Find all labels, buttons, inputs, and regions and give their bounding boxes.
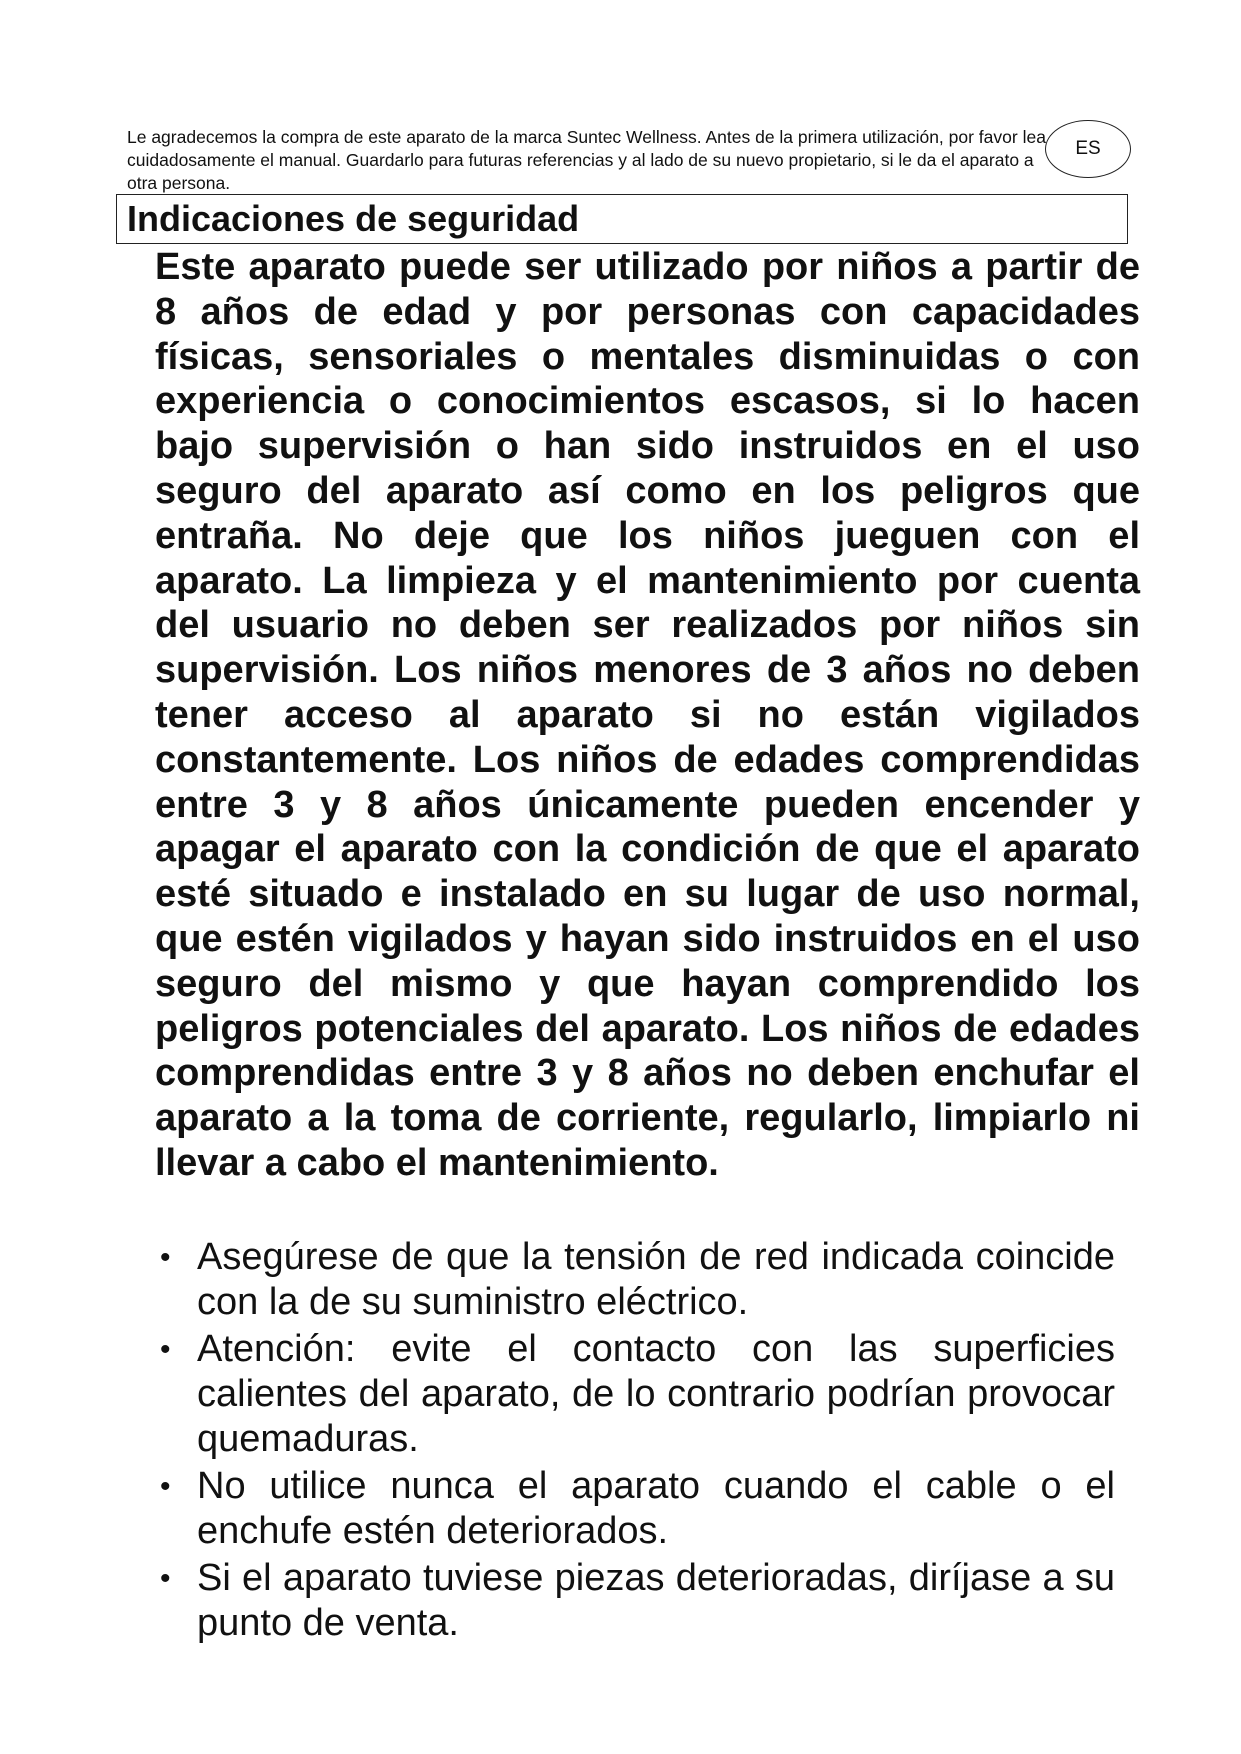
bullet-icon: • bbox=[160, 1562, 171, 1595]
child-safety-warning: Este aparato puede ser utilizado por niños a partir de 8 años de edad y por personas con capacidades físicas, sensoriales o mentales disminuidas o con experiencia o conocimientos escasos, si lo hacen bajo supervisión o han sido instruidos en el uso seguro del aparato así como en los peligros que entraña. No deje que los niños jueguen con el aparato. La limpieza y el mantenimiento por cuenta del usuario no deben ser realizados por niños sin supervisión. Los niños menores de 3 años no deben tener acceso al aparato si no están vigilados constantemente. Los niños de edades comprendidas entre 3 y 8 años únicamente pueden encender y apagar el aparato con la condición de que el aparato esté situado e instalado en su lugar de uso normal, que estén vigilados y hayan sido instruidos en el uso seguro del mismo y que hayan comprendido los peligros potenciales del aparato. Los niños de edades comprendidas entre 3 y 8 años no deben enchufar el aparato a la toma de corriente, regularlo, limpiarlo ni llevar a cabo el mantenimiento. bbox=[155, 246, 1140, 1184]
bullet-text: No utilice nunca el aparato cuando el cable o el enchufe estén deteriorados. bbox=[197, 1465, 1115, 1552]
safety-bullet-list bbox=[160, 1235, 1115, 1648]
language-badge: ES bbox=[1045, 120, 1131, 178]
bullet-text: Atención: evite el contacto con las superficies calientes del aparato, de lo contrario podrían provocar quemaduras. bbox=[197, 1328, 1115, 1460]
section-title: Indicaciones de seguridad bbox=[127, 198, 580, 239]
list-item bbox=[160, 1464, 1115, 1554]
list-item bbox=[160, 1327, 1115, 1462]
bullet-icon: • bbox=[160, 1333, 171, 1366]
intro-paragraph: Le agradecemos la compra de este aparato de la marca Suntec Wellness. Antes de la primera utilización, por favor lea cuidadosamente el manual. Guardarlo para futuras referencias y al lado de su nuevo propietario, si le da el aparato a otra persona. bbox=[127, 127, 1046, 193]
list-item bbox=[160, 1235, 1115, 1325]
section-header-box bbox=[116, 194, 1128, 244]
bullet-text: Asegúrese de que la tensión de red indicada coincide con la de su suministro eléctrico. bbox=[197, 1236, 1115, 1323]
bullet-icon: • bbox=[160, 1241, 171, 1274]
bullet-text: Si el aparato tuviese piezas deterioradas, diríjase a su punto de venta. bbox=[197, 1557, 1115, 1644]
list-item bbox=[160, 1556, 1115, 1646]
bullet-icon: • bbox=[160, 1470, 171, 1503]
